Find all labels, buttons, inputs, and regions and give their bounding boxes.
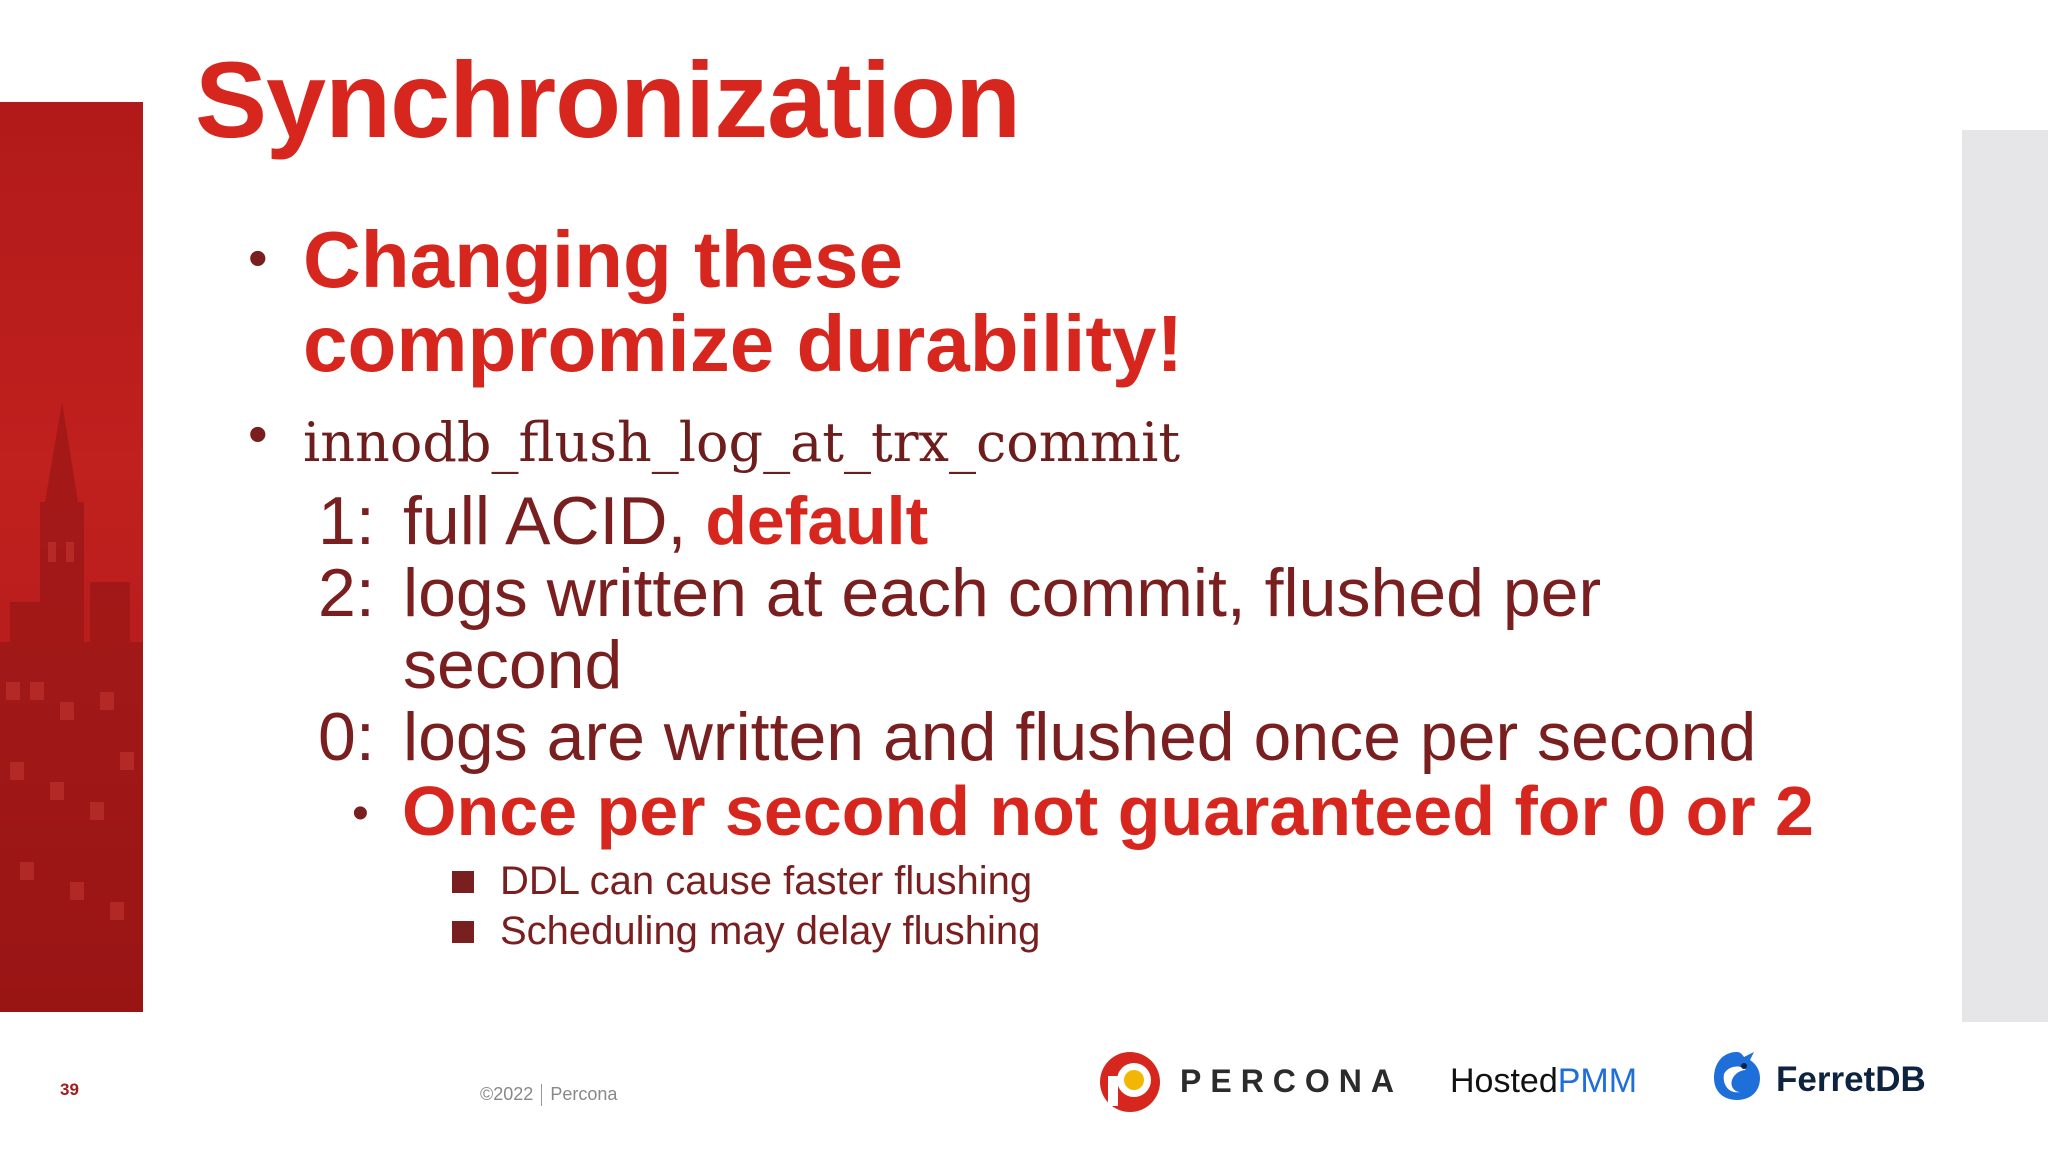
copyright-year: ©2022 (480, 1084, 534, 1104)
option-number: 0: (318, 699, 375, 775)
page-number: 39 (60, 1080, 79, 1099)
bullet-icon: • (248, 226, 268, 289)
hosted-suffix: PMM (1557, 1062, 1638, 1100)
option-number: 1: (318, 483, 375, 559)
decorative-right-band (1962, 130, 2048, 1022)
hostedpmm-wordmark (1450, 1062, 1637, 1101)
square-bullet-icon (452, 871, 474, 893)
option-highlight: default (705, 483, 929, 559)
divider (541, 1084, 542, 1106)
option-number: 2: (318, 555, 375, 631)
hosted-prefix: Hosted (1450, 1062, 1558, 1100)
config-variable-name: innodb_flush_log_at_trx_commit (303, 411, 1181, 474)
option-2-continuation: second (403, 627, 623, 703)
subnote-ddl: DDL can cause faster flushing (500, 859, 1033, 903)
bullet-line-1: Changing these (303, 215, 904, 304)
slide-title: Synchronization (195, 39, 1021, 160)
option-text-line-1: logs written at each commit, flushed per (403, 555, 1602, 631)
ferretdb-wordmark: FerretDB (1776, 1060, 1926, 1099)
option-text: logs are written and flushed once per second (403, 699, 1757, 775)
square-bullet-icon (452, 921, 474, 943)
bullet-icon: • (248, 402, 268, 465)
copyright-notice (480, 1084, 617, 1106)
city-silhouette-icon (0, 102, 143, 1012)
decorative-left-band (0, 102, 143, 1012)
guarantee-note: Once per second not guaranteed for 0 or 2 (402, 772, 1814, 850)
bullet-line-2: compromize durability! (303, 299, 1184, 388)
percona-wordmark: PERCONA (1180, 1063, 1404, 1099)
copyright-company: Percona (550, 1084, 618, 1104)
ferretdb-logo-icon (1710, 1048, 1764, 1104)
bullet-icon: • (352, 787, 369, 840)
subnote-scheduling: Scheduling may delay flushing (500, 909, 1041, 953)
option-text: full ACID, (403, 483, 706, 559)
percona-logo-icon (1098, 1050, 1162, 1114)
bullet-durability-warning (303, 215, 1184, 388)
